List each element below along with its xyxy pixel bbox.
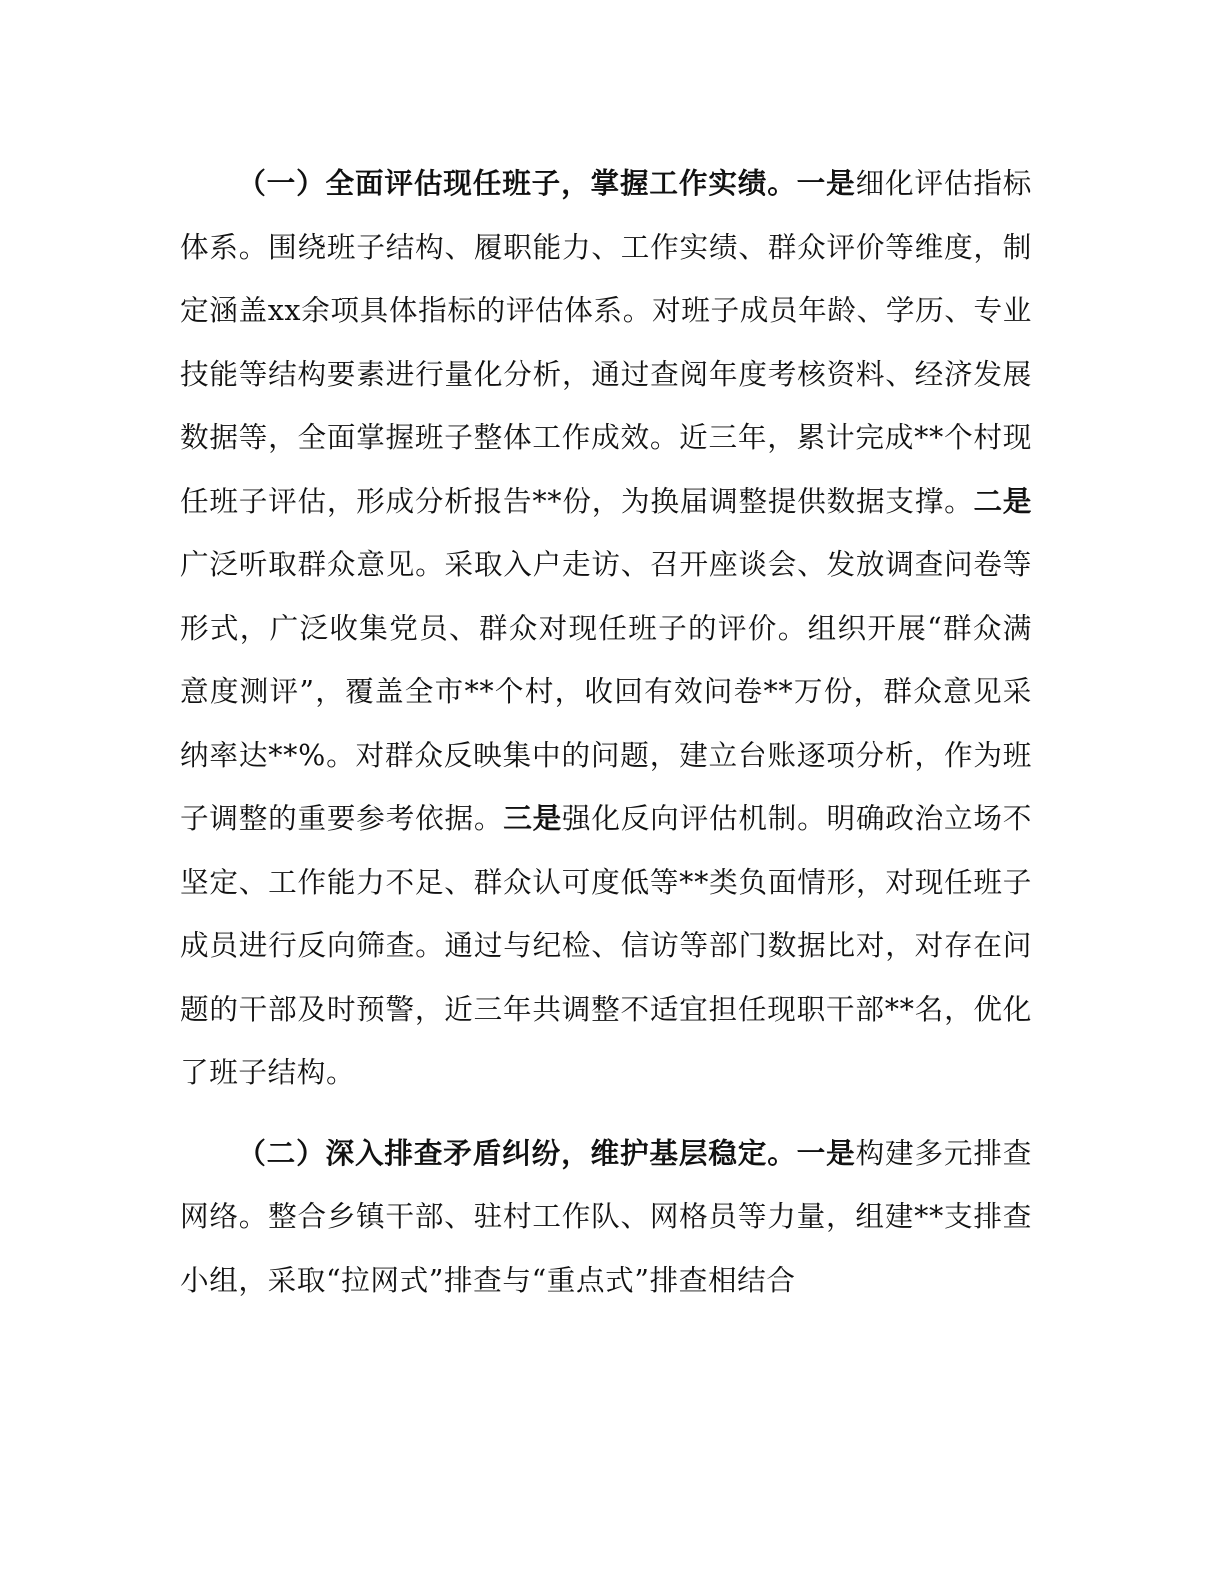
point-label: 三是 <box>503 801 563 835</box>
document-body <box>180 152 1032 1312</box>
point-label: 一是 <box>796 1135 856 1170</box>
point-text: 广泛听取群众意见。采取入户走访、召开座谈会、发放调查问卷等形式，广泛收集党员、群众对现任班子的评价。组织开展“群众满意度测评”，覆盖全市**个村，收回有效问卷**万份，群众意见采纳率达**%。对群众反映集中的问题，建立台账逐项分析，作为班子调整的重要参考依据。 <box>180 547 1032 835</box>
point-label: 一是 <box>796 166 856 200</box>
point-text: 构建多元排查网络。整合乡镇干部、驻村工作队、网格员等力量，组建**支排查小组，采取“拉网式”排查与“重点式”排查相结合 <box>180 1135 1033 1297</box>
point-label: 二是 <box>973 483 1032 518</box>
section-paragraph-2 <box>180 1122 1032 1313</box>
section-heading-2: （二）深入排查矛盾纠纷，维护基层稳定。 <box>237 1135 797 1170</box>
section-paragraph-1 <box>180 152 1032 1105</box>
point-text: 强化反向评估机制。明确政治立场不坚定、工作能力不足、群众认可度低等**类负面情形，对现任班子成员进行反向筛查。通过与纪检、信访等部门数据比对，对存在问题的干部及时预警，近三年共调整不适宜担任现职干部**名，优化了班子结构。 <box>180 801 1033 1089</box>
point-text: 细化评估指标体系。围绕班子结构、履职能力、工作实绩、群众评价等维度，制定涵盖xx余项具体指标的评估体系。对班子成员年龄、学历、专业技能等结构要素进行量化分析，通过查阅年度考核资料、经济发展数据等，全面掌握班子整体工作成效。近三年，累计完成**个村现任班子评估，形成分析报告**份，为换届调整提供数据支撑。 <box>180 166 1033 518</box>
section-heading-1: （一）全面评估现任班子，掌握工作实绩。 <box>237 166 797 200</box>
